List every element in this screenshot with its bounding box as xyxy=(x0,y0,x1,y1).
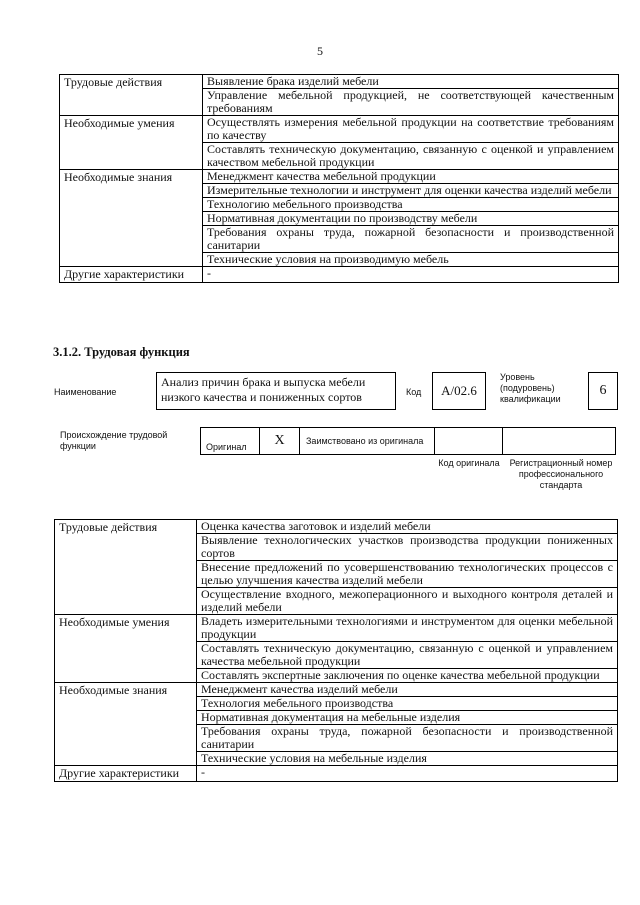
row-label: Необходимые умения xyxy=(55,615,197,683)
row-item: Технология мебельного производства xyxy=(197,697,618,711)
requirements-table-2 xyxy=(54,519,618,782)
requirements-table-1 xyxy=(59,74,619,283)
row-label: Необходимые знания xyxy=(60,170,203,267)
table-row xyxy=(55,766,618,782)
row-item: Владеть измерительными технологиями и инструментом для оценки мебельной продукции xyxy=(197,615,618,642)
table-row xyxy=(60,116,619,143)
function-name: Анализ причин брака и выпуска мебели низкого качества и пониженных сортов xyxy=(156,372,396,410)
code-caption: Код оригинала xyxy=(438,458,500,468)
row-item: - xyxy=(203,267,619,283)
origin-row xyxy=(200,427,616,455)
row-item: Технические условия на производимую мебель xyxy=(203,253,619,267)
row-label: Другие характеристики xyxy=(60,267,203,283)
row-item: Требования охраны труда, пожарной безопасности и производственной санитарии xyxy=(203,226,619,253)
row-item: Менеджмент качества изделий мебели xyxy=(197,683,618,697)
row-item: - xyxy=(197,766,618,782)
row-item: Составлять техническую документацию, связанную с оценкой и управлением качества мебельной продукции xyxy=(197,642,618,669)
table-row xyxy=(60,170,619,184)
original-label: Оригинал xyxy=(201,428,260,454)
row-item: Технические условия на мебельные изделия xyxy=(197,752,618,766)
row-item: Менеджмент качества мебельной продукции xyxy=(203,170,619,184)
function-code: A/02.6 xyxy=(432,372,486,410)
table-row xyxy=(60,75,619,89)
row-label: Необходимые знания xyxy=(55,683,197,766)
row-item: Внесение предложений по усовершенствованию технологических процессов с целью улучшения качества изделий мебели xyxy=(197,561,618,588)
section-title: 3.1.2. Трудовая функция xyxy=(53,345,190,359)
row-label: Трудовые действия xyxy=(60,75,203,116)
original-mark: X xyxy=(260,428,300,454)
row-item: Измерительные технологии и инструмент для оценки качества изделий мебели xyxy=(203,184,619,198)
table-row xyxy=(55,520,618,534)
row-label: Необходимые умения xyxy=(60,116,203,170)
row-item: Осуществлять измерения мебельной продукции на соответствие требованиям по качеству xyxy=(203,116,619,143)
row-item: Осуществление входного, межоперационного и выходного контроля деталей и изделий мебели xyxy=(197,588,618,615)
row-item: Нормативная документации по производству мебели xyxy=(203,212,619,226)
code-label: Код xyxy=(406,387,422,397)
row-item: Нормативная документация на мебельные изделия xyxy=(197,711,618,725)
row-item: Управление мебельной продукцией, не соответствующей качественным требованиям xyxy=(203,89,619,116)
reg-caption: Регистрационный номер профессионального стандарта xyxy=(509,458,613,490)
table-row xyxy=(55,615,618,642)
qualification-level: 6 xyxy=(588,372,618,410)
row-item: Составлять экспертные заключения по оценке качества мебельной продукции xyxy=(197,669,618,683)
row-label: Трудовые действия xyxy=(55,520,197,615)
table-row xyxy=(55,683,618,697)
row-item: Выявление технологических участков производства продукции пониженных сортов xyxy=(197,534,618,561)
row-item: Технологию мебельного производства xyxy=(203,198,619,212)
origin-label: Происхождение трудовой функции xyxy=(60,430,168,451)
origin-code-cell xyxy=(435,428,503,454)
name-label: Наименование xyxy=(54,387,117,397)
row-item: Составлять техническую документацию, связанную с оценкой и управлением качеством мебельной продукции xyxy=(203,143,619,170)
row-item: Оценка качества заготовок и изделий мебели xyxy=(197,520,618,534)
row-item: Требования охраны труда, пожарной безопасности и производственной санитарии xyxy=(197,725,618,752)
row-label: Другие характеристики xyxy=(55,766,197,782)
borrowed-label: Заимствовано из оригинала xyxy=(300,428,435,454)
table-row xyxy=(60,267,619,283)
level-label: Уровень (подуровень) квалификации xyxy=(500,372,561,404)
row-item: Выявление брака изделий мебели xyxy=(203,75,619,89)
origin-reg-cell xyxy=(503,428,615,454)
page-number: 5 xyxy=(317,44,323,58)
